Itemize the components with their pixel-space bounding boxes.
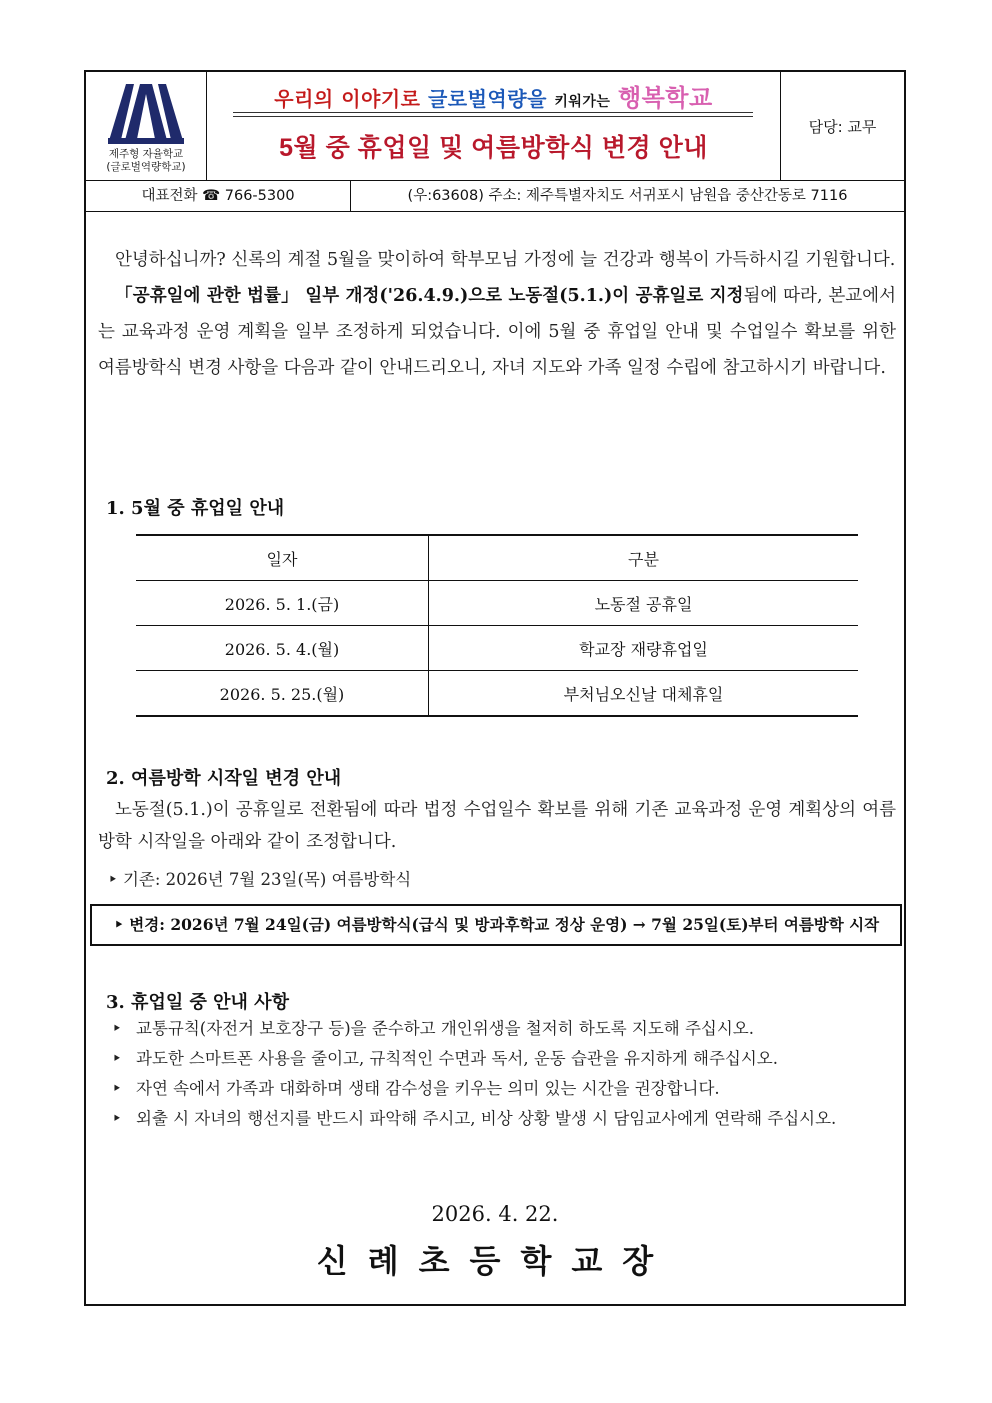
slogan-part2: 글로벌역량을: [427, 87, 547, 111]
intro-text: [98, 242, 896, 386]
guidance-text: 자연 속에서 가족과 대화하며 생태 감수성을 키우는 의미 있는 시간을 권장합니다.: [136, 1079, 720, 1098]
bullet-marker: ‣: [112, 1019, 122, 1038]
changed-schedule-box: ‣ 변경: 2026년 7월 24일(금) 여름방학식(급식 및 방과후학교 정상 운영) → 7월 25일(토)부터 여름방학 시작: [90, 904, 902, 946]
holiday-date: 2026. 5. 1.(금): [136, 581, 429, 626]
section2-text: [98, 794, 896, 858]
manager-label: 담당: 교무: [808, 118, 877, 136]
list-item: [108, 1104, 898, 1134]
table-header-row: [136, 535, 858, 581]
notice-frame: [84, 70, 906, 1306]
guidance-text: 교통규칙(자전거 보호장구 등)을 준수하고 개인위생을 철저히 하도록 지도해 주십시오.: [136, 1019, 754, 1038]
holiday-date: 2026. 5. 4.(월): [136, 626, 429, 671]
guidance-text: 과도한 스마트폰 사용을 줄이고, 규칙적인 수면과 독서, 운동 습관을 유지하게 해주십시오.: [136, 1049, 778, 1068]
law-rest-text: 됨에 따라, 본교에서는 교육과정 운영 계획을 일부 조정하게 되었습니다. 이에 5월 중 휴업일 안내 및 수업일수 확보를 위한 여름방학식 변경 사항을 다음과 같이 안내드리오니, 자녀 지도와 가족 일정 수립에 참고하시기 바랍니다.: [98, 286, 896, 378]
before-schedule: ‣ 기존: 2026년 7월 23일(목) 여름방학식: [108, 870, 412, 889]
table-row: [136, 581, 858, 626]
title-divider: [233, 116, 753, 117]
list-item: [108, 1044, 898, 1074]
section2-paragraph: 노동절(5.1.)이 공휴일로 전환됨에 따라 법정 수업일수 확보를 위해 기존 교육과정 운영 계획상의 여름방학 시작일을 아래와 같이 조정합니다.: [98, 800, 896, 852]
bullet-marker: ‣: [112, 1049, 122, 1068]
holiday-date: 2026. 5. 25.(월): [136, 671, 429, 717]
title-cell: [207, 72, 781, 180]
phone-number: 대표전화 ☎ 766-5300: [86, 181, 351, 211]
school-slogan: [207, 78, 780, 113]
issue-date: 2026. 4. 22.: [431, 1202, 559, 1226]
bullet-marker: ‣: [112, 1079, 122, 1098]
law-paragraph: [98, 278, 896, 386]
letterhead: [86, 72, 904, 181]
holiday-table: [136, 534, 858, 717]
column-header-date: 일자: [136, 535, 429, 581]
list-item: [108, 1074, 898, 1104]
manager-cell: [781, 72, 904, 180]
slogan-part1: 우리의 이야기로: [274, 87, 421, 111]
holiday-type: 부처님오신날 대체휴일: [429, 671, 859, 717]
school-logo-icon: [104, 80, 188, 148]
title-divider: [233, 112, 753, 113]
guidance-list: [108, 1014, 898, 1134]
logo-caption-line2: (글로벌역량학교): [106, 161, 186, 173]
school-address: (우:63608) 주소: 제주특별자치도 서귀포시 남원읍 중산간동로 7116: [407, 188, 848, 204]
principal-signature: 신례초등학교장: [316, 1242, 674, 1280]
law-bold-text: 「공휴일에 관한 법률」 일부 개정('26.4.9.)으로 노동절(5.1.)이 공휴일로 지정: [115, 286, 744, 306]
page-title: 5월 중 휴업일 및 여름방학식 변경 안내: [279, 134, 708, 162]
section1-title: 1. 5월 중 휴업일 안내: [106, 498, 285, 519]
column-header-type: 구분: [429, 535, 859, 581]
logo-caption-line1: 제주형 자율학교: [108, 148, 184, 160]
bullet-marker: ‣: [112, 1109, 122, 1128]
holiday-type: 학교장 재량휴업일: [429, 626, 859, 671]
table-row: [136, 626, 858, 671]
slogan-part4: 행복학교: [617, 84, 713, 112]
holiday-type: 노동절 공휴일: [429, 581, 859, 626]
section2-title: 2. 여름방학 시작일 변경 안내: [106, 768, 342, 789]
school-logo-cell: [86, 72, 207, 180]
contact-row: [86, 181, 904, 212]
table-row: [136, 671, 858, 717]
section3-title: 3. 휴업일 중 안내 사항: [106, 992, 289, 1013]
guidance-text: 외출 시 자녀의 행선지를 반드시 파악해 주시고, 비상 상황 발생 시 담임교사에게 연락해 주십시오.: [136, 1109, 837, 1128]
list-item: [108, 1014, 898, 1044]
greeting-paragraph: 안녕하십니까? 신록의 계절 5월을 맞이하여 학부모님 가정에 늘 건강과 행복이 가득하시길 기원합니다.: [115, 250, 896, 270]
slogan-part3: 키워가는: [554, 94, 611, 110]
